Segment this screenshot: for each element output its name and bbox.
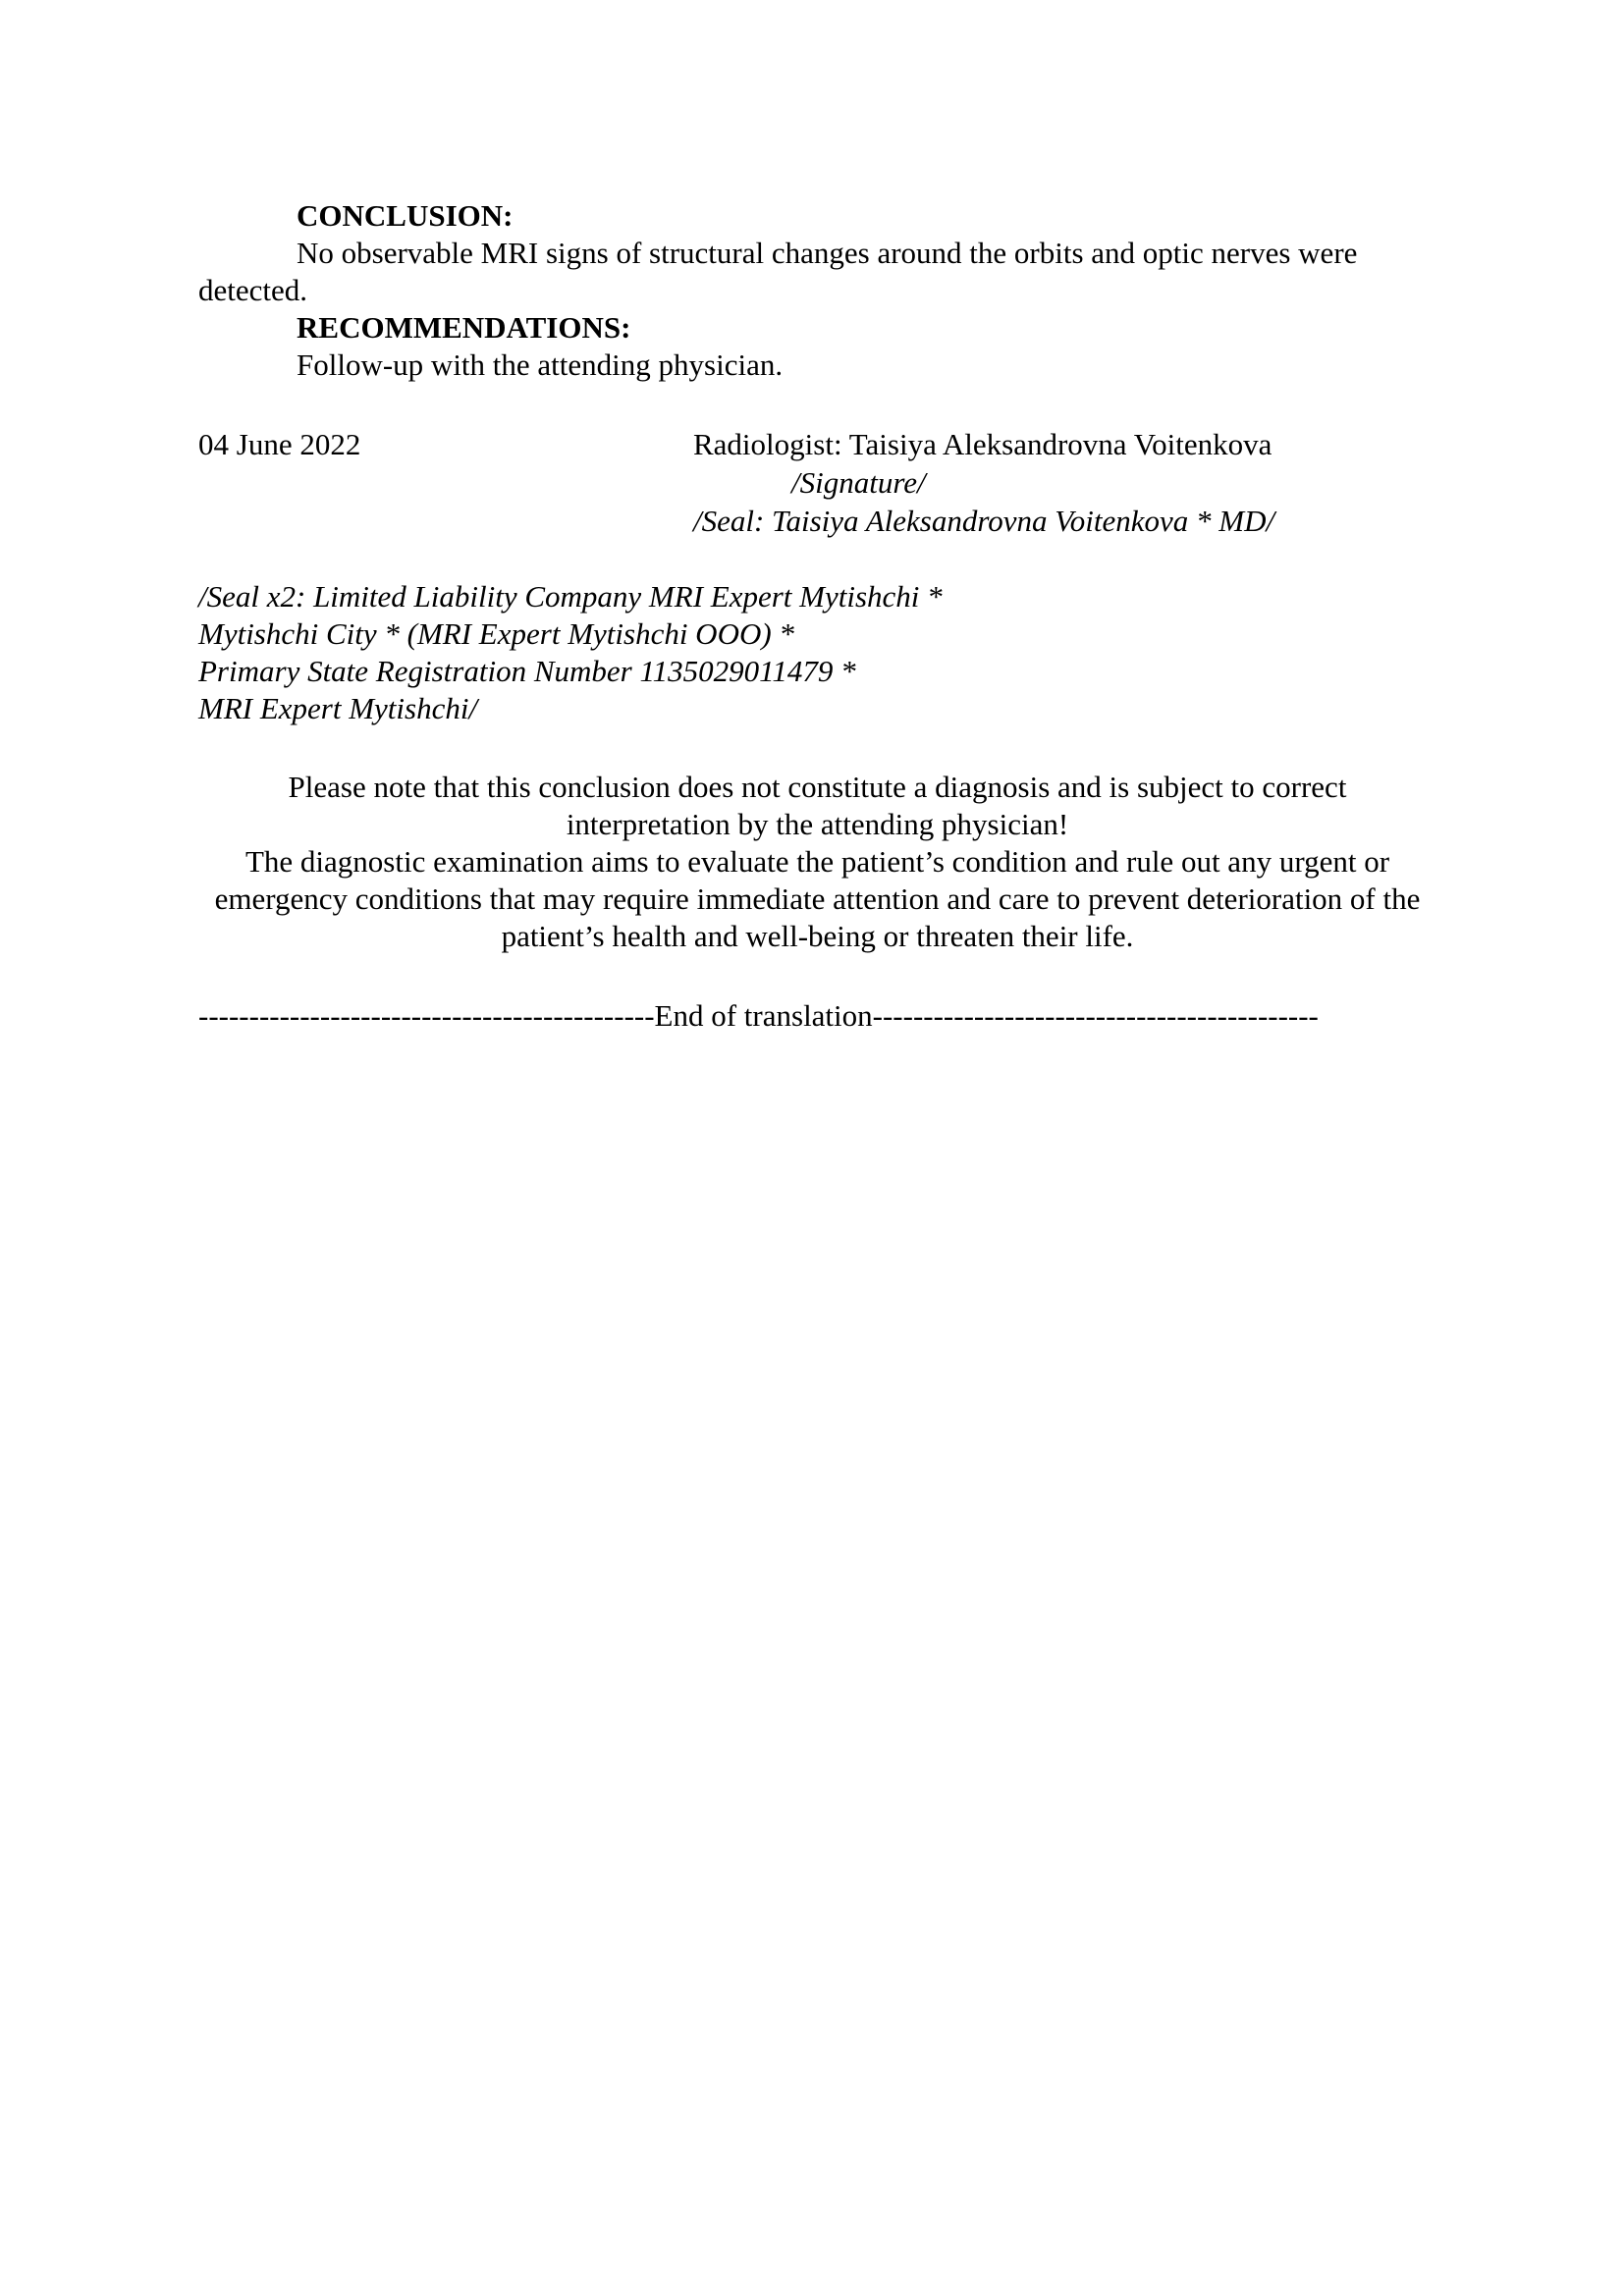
signature-note: /Signature/ [791, 465, 926, 500]
conclusion-text: No observable MRI signs of structural changes around the orbits and optic nerves were detected. [198, 236, 1358, 307]
seal-line: MRI Expert Mytishchi/ [198, 691, 478, 725]
seal-line: /Seal x2: Limited Liability Company MRI Expert Mytishchi * [198, 579, 943, 614]
recommendations-text: Follow-up with the attending physician. [297, 347, 784, 382]
company-seal-note [198, 578, 943, 727]
recommendations-heading: RECOMMENDATIONS: [297, 310, 631, 345]
disclaimer [196, 769, 1438, 955]
radiologist-name: Radiologist: Taisiya Aleksandrovna Voitenkova [693, 427, 1272, 461]
radiologist-seal-note: /Seal: Taisiya Aleksandrovna Voitenkova * MD/ [693, 504, 1275, 538]
disclaimer-line-2: The diagnostic examination aims to evaluate the patient’s condition and rule out any urgent or emergency conditions that may require immediate attention and care to prevent deterioration of the patient’s health and well-being or threaten their life. [214, 844, 1421, 953]
conclusion-section [198, 197, 1435, 384]
disclaimer-line-1: Please note that this conclusion does not constitute a diagnosis and is subject to correct interpretation by the attending physician! [288, 770, 1347, 841]
report-date: 04 June 2022 [198, 427, 361, 461]
seal-line: Primary State Registration Number 1135029011479 * [198, 654, 856, 688]
conclusion-heading: CONCLUSION: [297, 198, 514, 233]
seal-line: Mytishchi City * (MRI Expert Mytishchi OOO) * [198, 616, 794, 651]
end-of-translation-marker: ---------------------------------------------End of translation-------------------------------------------- [198, 998, 1319, 1033]
